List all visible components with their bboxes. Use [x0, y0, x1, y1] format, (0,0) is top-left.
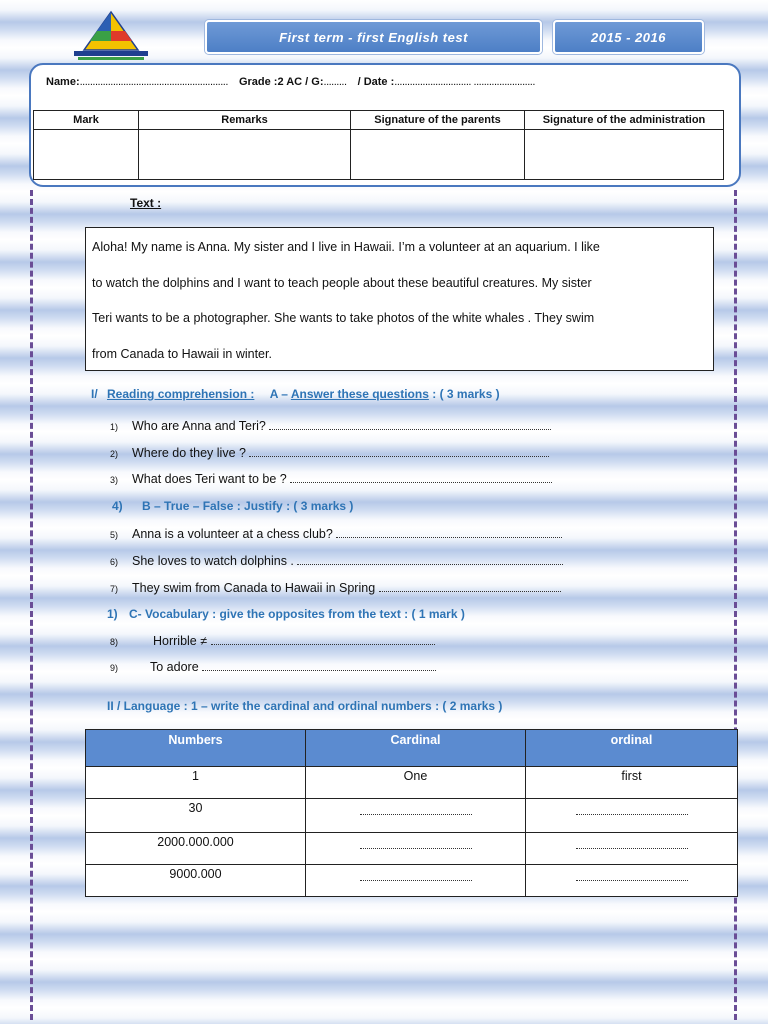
question-item — [110, 446, 549, 460]
passage-line: from Canada to Hawaii in winter. — [92, 346, 272, 361]
vocab-word: Horrible ≠ — [153, 634, 208, 648]
question-number: 1) — [110, 422, 119, 432]
date-field[interactable]: .............................. ........................ — [394, 76, 535, 88]
cardinal-answer-cell[interactable] — [306, 865, 526, 897]
part-c-title: C- Vocabulary : give the opposites from the text : ( 1 mark ) — [129, 607, 465, 621]
part-b-title: B – True – False : Justify : ( 3 marks ) — [142, 499, 354, 513]
student-info-line — [46, 76, 535, 88]
justify-line[interactable] — [336, 527, 562, 538]
ordinal-cell: first — [526, 767, 738, 799]
statement-text: She loves to watch dolphins . — [132, 554, 294, 568]
school-year-banner — [553, 20, 704, 54]
answer-line[interactable] — [290, 472, 552, 483]
administration-signature-header: Signature of the administration — [525, 111, 724, 130]
vocab-item — [110, 634, 435, 648]
marks-table — [33, 110, 724, 180]
statement-item — [110, 581, 561, 595]
reading-passage — [92, 230, 707, 372]
ordinal-answer-line[interactable] — [576, 847, 688, 849]
ordinal-answer-cell[interactable] — [526, 799, 738, 833]
question-text: Where do they live ? — [132, 446, 246, 460]
number-cell: 30 — [86, 799, 306, 833]
ordinal-answer-cell[interactable] — [526, 865, 738, 897]
parents-signature-cell[interactable] — [351, 130, 525, 180]
cardinal-header: Cardinal — [306, 730, 526, 767]
answer-line[interactable] — [269, 419, 551, 430]
number-cell: 2000.000.000 — [86, 833, 306, 865]
question-item — [110, 472, 552, 486]
vocab-item — [110, 660, 436, 674]
number-cell: 1 — [86, 767, 306, 799]
school-year: 2015 - 2016 — [591, 29, 666, 45]
grade-label: Grade :2 AC / G: — [238, 76, 324, 88]
statement-number: 6) — [110, 557, 119, 567]
cardinal-answer-cell[interactable] — [306, 833, 526, 865]
ordinal-answer-cell[interactable] — [526, 833, 738, 865]
mark-cell[interactable] — [34, 130, 139, 180]
part-b-number: 4) — [112, 499, 123, 513]
passage-line: to watch the dolphins and I want to teach people about these beautiful creatures. My sister — [92, 275, 592, 290]
numbers-table — [85, 729, 738, 897]
remarks-cell[interactable] — [139, 130, 351, 180]
true-false-heading — [112, 499, 353, 513]
name-label: Name: — [46, 76, 80, 88]
reading-comprehension-heading — [91, 387, 500, 401]
question-number: 3) — [110, 475, 119, 485]
left-margin-rule — [30, 190, 33, 1020]
section-number: I/ — [91, 387, 98, 401]
text-label: Text : — [130, 196, 162, 210]
question-text: Who are Anna and Teri? — [132, 419, 266, 433]
cardinal-answer-line[interactable] — [360, 879, 472, 881]
statement-item — [110, 527, 562, 541]
statement-text: They swim from Canada to Hawaii in Spring — [132, 581, 376, 595]
cardinal-answer-line[interactable] — [360, 813, 472, 815]
vocab-answer-line[interactable] — [211, 634, 435, 645]
group-field[interactable]: ......... — [323, 76, 347, 88]
vocab-number: 8) — [110, 637, 119, 647]
question-item — [110, 419, 551, 433]
ordinal-answer-line[interactable] — [576, 879, 688, 881]
ordinal-answer-line[interactable] — [576, 813, 688, 815]
numbers-header: Numbers — [86, 730, 306, 767]
cardinal-answer-line[interactable] — [360, 847, 472, 849]
administration-signature-cell[interactable] — [525, 130, 724, 180]
justify-line[interactable] — [297, 554, 563, 565]
vocabulary-heading — [107, 607, 465, 621]
school-logo-icon — [70, 10, 152, 62]
statement-text: Anna is a volunteer at a chess club? — [132, 527, 333, 541]
cardinal-cell: One — [306, 767, 526, 799]
vocab-number: 9) — [110, 663, 119, 673]
name-field[interactable]: .......................................................... — [79, 76, 228, 88]
statement-item — [110, 554, 563, 568]
vocab-word: To adore — [150, 660, 199, 674]
statement-number: 5) — [110, 530, 119, 540]
number-cell: 9000.000 — [86, 865, 306, 897]
question-number: 2) — [110, 449, 119, 459]
justify-line[interactable] — [379, 581, 561, 592]
reading-title: Reading comprehension : — [107, 387, 255, 401]
part-a-marks: : ( 3 marks ) — [432, 387, 500, 401]
part-a-prefix: A – — [269, 387, 288, 401]
test-title-banner — [205, 20, 542, 54]
question-text: What does Teri want to be ? — [132, 472, 287, 486]
answer-line[interactable] — [249, 446, 549, 457]
date-label: / Date : — [357, 76, 395, 88]
cardinal-answer-cell[interactable] — [306, 799, 526, 833]
part-a-title: Answer these questions — [290, 387, 429, 401]
part-c-number: 1) — [107, 607, 118, 621]
vocab-answer-line[interactable] — [202, 660, 436, 671]
statement-number: 7) — [110, 584, 119, 594]
passage-line: Aloha! My name is Anna. My sister and I live in Hawaii. I’m a volunteer at an aquarium. I like — [92, 240, 600, 254]
test-title: First term - first English test — [279, 29, 468, 45]
parents-signature-header: Signature of the parents — [351, 111, 525, 130]
reading-passage-box — [85, 227, 714, 371]
ordinal-header: ordinal — [526, 730, 738, 767]
passage-line: Teri wants to be a photographer. She wants to take photos of the white whales . They swim — [92, 311, 595, 325]
remarks-header: Remarks — [139, 111, 351, 130]
language-heading: II / Language : 1 – write the cardinal and ordinal numbers : ( 2 marks ) — [107, 699, 503, 713]
mark-header: Mark — [34, 111, 139, 130]
